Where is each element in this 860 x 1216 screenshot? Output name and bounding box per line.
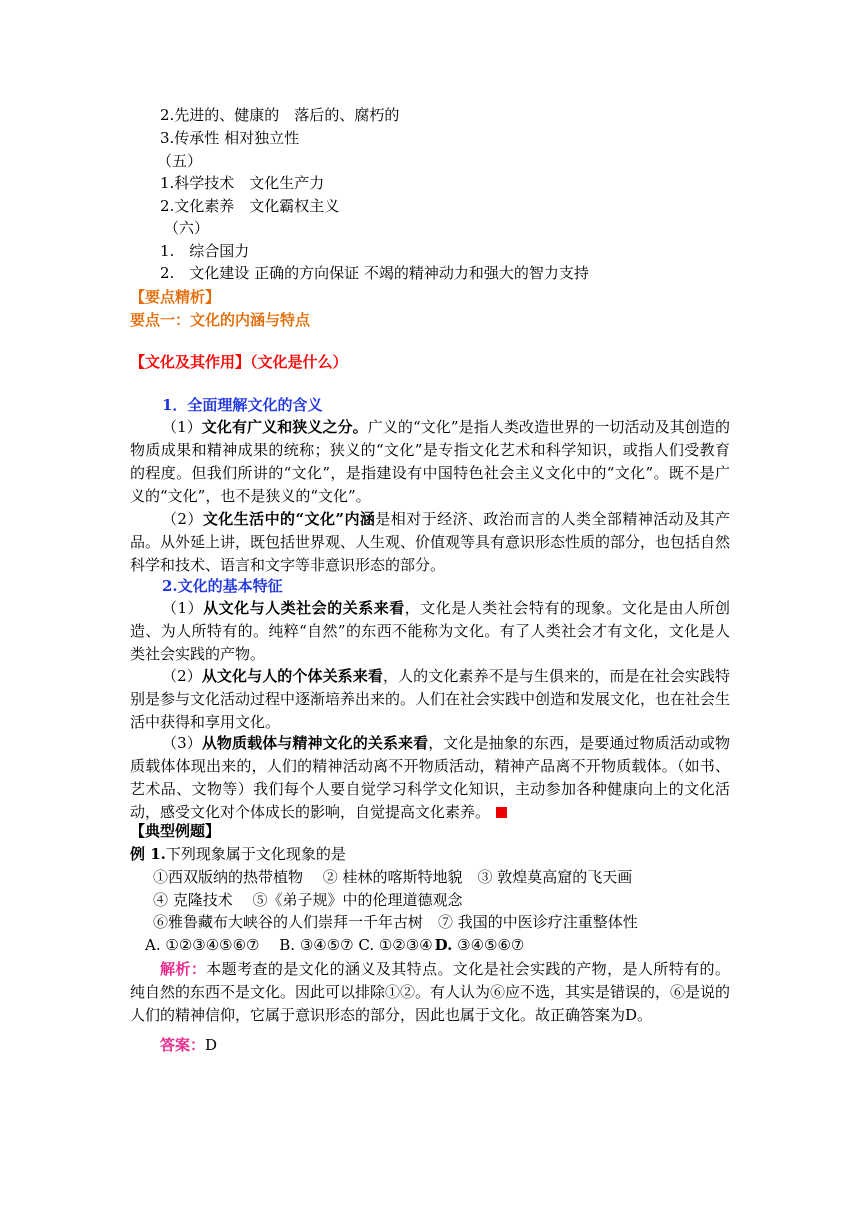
paragraph-text: ，文化是抽象的东西，是要通过物质活动或物质载体体现出来的，人们的精神活动离不开物质活动，精神产品离不开物质载体。（如书、艺术品、文物等）我们每个人要自觉学习科学文化知识，主动参加各种健康向上的文化活动，感受文化对个体成长的影响，自觉提高文化素养。 xyxy=(130,734,730,821)
section-2-paragraph-1 xyxy=(130,597,730,666)
example-label: 例 1. xyxy=(130,845,166,863)
paragraph-number: （1） xyxy=(162,599,204,617)
choice-d-label: D. xyxy=(434,936,453,954)
example-analysis xyxy=(130,958,730,1027)
analysis-text: 本题考查的是文化的涵义及其特点。文化是社会实践的产物，是人所特有的。纯自然的东西不是文化。因此可以排除①②。有人认为⑥应不选，其实是错误的，⑥是说的人们的精神信仰，它属于意识形态的部分，因此也属于文化。故正确答案为D。 xyxy=(130,960,731,1024)
paragraph-text: 是相对于经济、政治而言的人类全部精神活动及其产品。从外延上讲，既包括世界观、人生观、价值观等具有意识形态性质的部分，也包括自然科学和技术、语言和文字等非意识形态的部分。 xyxy=(130,510,731,574)
recap-line-8: 2. 文化建设 正确的方向保证 不竭的精神动力和强大的智力支持 xyxy=(160,264,589,282)
recap-line-4: 1.科学技术 文化生产力 xyxy=(160,174,325,192)
example-question-text: 下列现象属于文化现象的是 xyxy=(165,845,346,863)
example-options-line-3: ⑥雅鲁藏布大峡谷的人们崇拜一千年古树 ⑦ 我国的中医诊疗注重整体性 xyxy=(153,913,638,931)
section-2-paragraph-3 xyxy=(130,732,730,824)
paragraph-bold-lead: 从文化与人的个体关系来看 xyxy=(201,667,383,685)
section-1-heading: 1．全面理解文化的含义 xyxy=(162,396,323,414)
examples-heading: 【典型例题】 xyxy=(130,822,221,840)
recap-line-6: （六） xyxy=(164,219,210,237)
culture-section-subtitle: （文化是什么） xyxy=(250,353,348,371)
paragraph-text: 广义的“文化”是指人类改造世界的一切活动及其创造的物质成果和精神成果的统称；狭义的“文化”是专指文化艺术和科学知识，或指人们受教育的程度。但我们所讲的“文化”，是指建设有中国特色社会主义文化中的“文化”。既不是广义的“文化”，也不是狭义的“文化”。 xyxy=(130,418,730,505)
example-answer xyxy=(160,1034,217,1056)
analysis-label: 解析： xyxy=(160,960,207,978)
answer-label: 答案： xyxy=(160,1036,206,1054)
choices-a-to-c: A. ①②③④⑤⑥⑦ B. ③④⑤⑦ C. ①②③④ xyxy=(145,936,433,954)
paragraph-bold-lead: 文化有广义和狭义之分。 xyxy=(201,418,368,436)
paragraph-bold-lead: 从物质载体与精神文化的关系来看 xyxy=(201,734,429,752)
section-2-paragraph-2 xyxy=(130,665,730,734)
section-2-heading: 2.文化的基本特征 xyxy=(162,577,283,595)
example-1-question xyxy=(130,843,346,865)
paragraph-number: （3） xyxy=(162,734,202,752)
culture-section-heading xyxy=(130,351,348,373)
recap-line-3: （五） xyxy=(157,152,203,170)
section-1-paragraph-2 xyxy=(130,508,730,577)
paragraph-text: ，文化是人类社会特有的现象。文化是由人所创造、为人所特有的。纯粹“自然”的东西不能称为文化。有了人类社会才有文化，文化是人类社会实践的产物。 xyxy=(130,599,730,663)
recap-line-2: 3.传承性 相对独立性 xyxy=(160,129,300,147)
example-choices xyxy=(145,934,524,956)
end-mark-square-icon xyxy=(496,807,507,818)
recap-line-7: 1. 综合国力 xyxy=(160,242,250,260)
paragraph-text: ，人的文化素养不是与生俱来的，而是在社会实践特别是参与文化活动过程中逐渐培养出来的。人们在社会实践中创造和发展文化，也在社会生活中获得和享用文化。 xyxy=(130,667,731,731)
point-one-heading: 要点一：文化的内涵与特点 xyxy=(130,311,311,329)
paragraph-number: （1） xyxy=(162,418,202,436)
section-1-paragraph-1 xyxy=(130,416,730,508)
paragraph-bold-lead: 从文化与人类社会的关系来看 xyxy=(203,599,405,617)
example-options-line-1: ①西双版纳的热带植物 ② 桂林的喀斯特地貌 ③ 敦煌莫高窟的飞天画 xyxy=(153,868,633,886)
paragraph-number: （2） xyxy=(162,667,202,685)
recap-line-5: 2.文化素养 文化霸权主义 xyxy=(160,197,340,215)
recap-line-1: 2.先进的、健康的 落后的、腐朽的 xyxy=(160,106,400,124)
culture-section-bracket: 【文化及其作用】 xyxy=(130,353,251,371)
paragraph-number: （2） xyxy=(162,510,203,528)
choice-d-text: ③④⑤⑥⑦ xyxy=(452,936,525,954)
example-options-line-2: ④ 克隆技术 ⑤《弟子规》中的伦理道德观念 xyxy=(153,891,463,909)
paragraph-bold-lead: 文化生活中的“文化”内涵 xyxy=(202,510,376,528)
answer-value: D xyxy=(205,1036,218,1054)
key-analysis-heading: 【要点精析】 xyxy=(130,288,221,306)
